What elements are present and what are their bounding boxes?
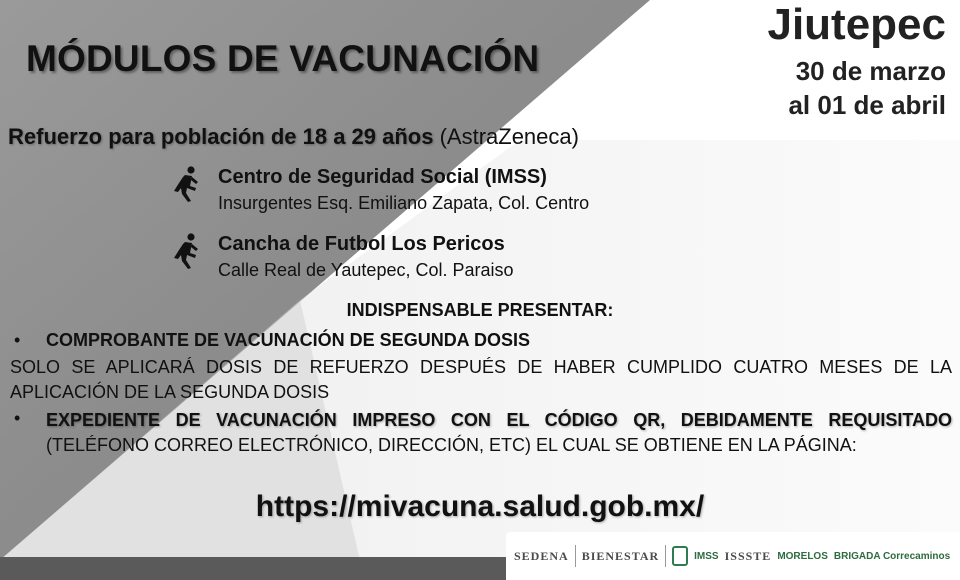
imss-logo: IMSS [694, 550, 719, 562]
morelos-logo: MORELOS [777, 550, 828, 562]
bullet: • [14, 330, 21, 350]
site-name: Centro de Seguridad Social (IMSS) [218, 166, 547, 188]
brigada-logo: BRIGADA Correcaminos [833, 550, 951, 562]
site-name: Cancha de Futbol Los Pericos [218, 233, 505, 255]
sedena-logo: SEDENA [514, 548, 569, 563]
walking-person-icon [172, 233, 200, 269]
bullet: • [14, 408, 21, 428]
divider [665, 545, 666, 567]
booster-heading [8, 124, 579, 150]
page-title: MÓDULOS DE VACUNACIÓN [26, 38, 540, 79]
booster-vaccine: (AstraZeneca) [433, 124, 579, 149]
walking-person-icon [172, 166, 200, 202]
footer-logos [506, 532, 960, 580]
requirement-1: COMPROBANTE DE VACUNACIÓN DE SEGUNDA DOSIS [46, 330, 531, 350]
site-address: Insurgentes Esq. Emiliano Zapata, Col. Centro [218, 193, 590, 213]
requirement-2 [46, 408, 952, 458]
imss-emblem-icon [672, 546, 688, 566]
requirements-title: INDISPENSABLE PRESENTAR: [346, 300, 614, 320]
requirement-note: SOLO SE APLICARÁ DOSIS DE REFUERZO DESPUÉS DE HABER CUMPLIDO CUATRO MESES DE LA APLICACIÓN DE LA SEGUNDA DOSIS [10, 357, 952, 402]
date-line-2: al 01 de abril [788, 90, 946, 120]
requirement-2-bold: EXPEDIENTE DE VACUNACIÓN IMPRESO CON EL CÓDIGO QR, DEBIDAMENTE REQUISITADO [46, 410, 952, 430]
date-line-1: 30 de marzo [795, 56, 946, 86]
vaccine-url-link[interactable]: https://mivacuna.salud.gob.mx/ [255, 490, 705, 523]
date-range [788, 54, 946, 122]
bienestar-logo: BIENESTAR [581, 548, 660, 563]
requirement-2-rest: (TELÉFONO CORREO ELECTRÓNICO, DIRECCIÓN, ETC) EL CUAL SE OBTIENE EN LA PÁGINA: [46, 435, 857, 455]
issste-logo: ISSSTE [724, 548, 772, 563]
city-name: Jiutepec [767, 0, 946, 49]
booster-population: Refuerzo para población de 18 a 29 años [8, 124, 434, 149]
site-address: Calle Real de Yautepec, Col. Paraiso [218, 260, 514, 280]
divider [575, 545, 576, 567]
